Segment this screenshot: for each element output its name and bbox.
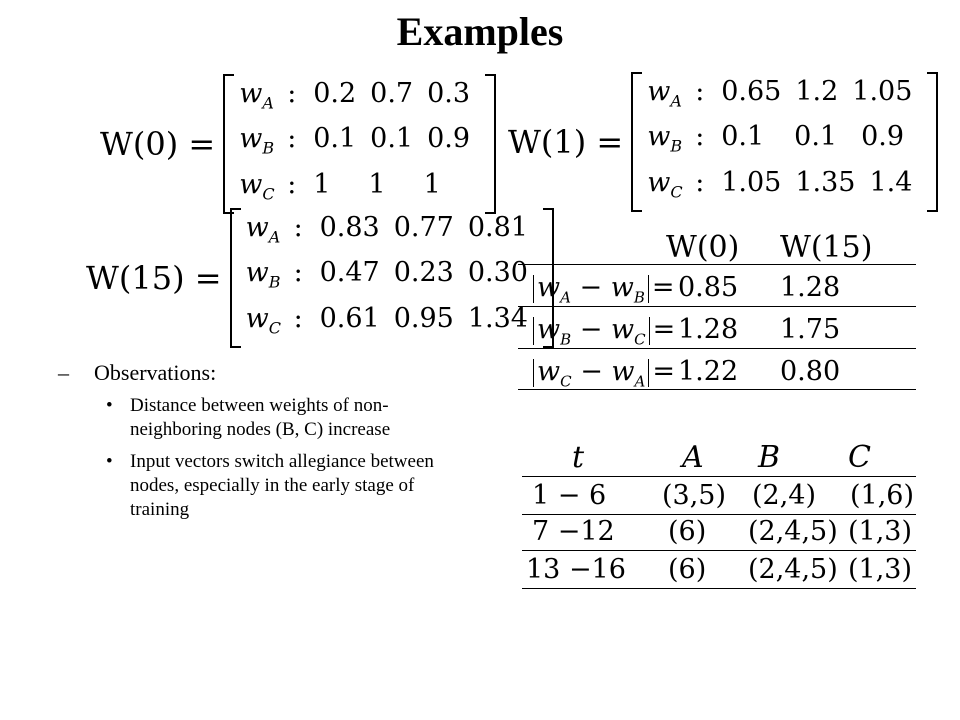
- matrix-cell: 0.83: [319, 212, 380, 243]
- observations-list: [58, 394, 458, 522]
- matrix-row: $w_A$ : 0.2 0.7 0.3: [239, 76, 484, 121]
- observations-block: [58, 360, 458, 530]
- distance-value-w15: 0.80: [780, 356, 841, 387]
- allegiance-time: 1 − 6: [532, 480, 607, 511]
- slide-title: Examples: [396, 9, 564, 54]
- matrix-cell: 1.05: [721, 166, 782, 198]
- matrix-row: $w_C$ : 1.05 1.35 1.4: [647, 165, 926, 210]
- bullet-icon: •: [106, 451, 113, 472]
- distance-value-w0: 1.22: [678, 356, 739, 387]
- list-item: • Input vectors switch allegiance between nodes, especially in the early stage of training: [106, 451, 434, 520]
- matrix-row: $w_C$ : 1 1 1: [239, 167, 484, 212]
- matrix-cell: 1.34: [467, 302, 528, 334]
- allegiance-a: (6): [668, 516, 707, 547]
- allegiance-b: (2,4): [752, 480, 817, 511]
- list-item: • Distance between weights of non-neighboring nodes (B, C) increase: [106, 395, 391, 440]
- matrix-cell: 0.1: [794, 121, 838, 153]
- matrix-cell: 0.65: [721, 76, 782, 107]
- matrix-w0-label: W(0) =: [100, 125, 216, 164]
- matrix-w0-body: [221, 74, 498, 214]
- allegiance-c: (1,3): [848, 554, 913, 585]
- matrix-w15-label: W(15) =: [86, 259, 222, 298]
- distance-value-w0: 0.85: [678, 272, 739, 303]
- matrix-cell: 0.23: [393, 257, 454, 289]
- matrix-cell: 0.7: [370, 78, 414, 109]
- matrix-cell: 0.3: [427, 78, 471, 109]
- allegiance-header-t: t: [572, 440, 585, 475]
- allegiance-b: (2,4,5): [748, 516, 838, 547]
- matrix-cell: 0.9: [861, 121, 905, 153]
- matrix-cell: 0.30: [467, 257, 528, 289]
- distance-value-w15: 1.75: [780, 314, 841, 345]
- allegiance-header-a: A: [682, 440, 704, 475]
- distance-expr: $w_C - w_A$ =: [530, 356, 675, 390]
- matrix-cell: 0.81: [467, 212, 528, 243]
- distance-value-w15: 1.28: [780, 272, 841, 303]
- matrix-cell: 1.2: [795, 76, 839, 107]
- observations-heading-row: [58, 360, 458, 386]
- allegiance-table: [522, 440, 916, 590]
- distance-table: [518, 228, 916, 390]
- distance-value-w0: 1.28: [678, 314, 739, 345]
- matrix-cell: 0.95: [393, 302, 454, 334]
- allegiance-time: 7 −12: [532, 516, 615, 547]
- bullet-icon: •: [106, 395, 113, 416]
- matrix-w1: [508, 72, 940, 212]
- matrix-cell: 0.9: [427, 123, 471, 155]
- matrix-w0: [100, 74, 498, 214]
- matrix-cell: 1.05: [852, 76, 913, 107]
- matrix-cell: 0.77: [393, 212, 454, 243]
- matrix-w1-label: W(1) =: [508, 123, 624, 162]
- matrix-cell: 1: [368, 168, 386, 200]
- allegiance-time: 13 −16: [526, 554, 626, 585]
- matrix-row: $w_B$ : 0.47 0.23 0.30: [246, 255, 542, 300]
- allegiance-header-c: C: [848, 440, 871, 475]
- matrix-cell: 0.61: [319, 302, 380, 334]
- matrix-row: $w_C$ : 0.61 0.95 1.34: [246, 301, 542, 346]
- allegiance-c: (1,3): [848, 516, 913, 547]
- matrix-row: $w_B$ : 0.1 0.1 0.9: [239, 121, 484, 166]
- matrix-w15-body: [228, 208, 556, 348]
- matrix-w1-body: [629, 72, 940, 212]
- allegiance-b: (2,4,5): [748, 554, 838, 585]
- matrix-cell: 0.1: [721, 121, 765, 153]
- matrix-cell: 0.47: [319, 257, 380, 289]
- matrix-cell: 1.35: [795, 166, 856, 198]
- matrix-cell: 0.1: [370, 123, 414, 155]
- allegiance-a: (6): [668, 554, 707, 585]
- matrix-row: $w_A$ : 0.65 1.2 1.05: [647, 74, 926, 119]
- distance-expr: $w_B - w_C$ =: [530, 314, 675, 348]
- allegiance-a: (3,5): [662, 480, 727, 511]
- matrix-cell: 1: [423, 168, 441, 200]
- matrix-row: $w_A$ : 0.83 0.77 0.81: [246, 210, 542, 255]
- matrix-w15: [86, 208, 556, 348]
- matrix-cell: 0.2: [313, 78, 357, 109]
- allegiance-header-b: B: [758, 440, 781, 475]
- distance-expr: $w_A - w_B$ =: [530, 272, 675, 306]
- distance-header-w15: W(15): [780, 230, 873, 265]
- matrix-cell: 0.1: [313, 123, 357, 155]
- matrix-row: $w_B$ : 0.1 0.1 0.9: [647, 119, 926, 164]
- matrix-cell: 1: [313, 168, 331, 200]
- allegiance-c: (1,6): [850, 480, 915, 511]
- distance-header-w0: W(0): [666, 230, 740, 265]
- dash-bullet: –: [58, 360, 69, 385]
- matrix-cell: 1.4: [869, 166, 913, 198]
- observations-heading: Observations:: [94, 360, 217, 385]
